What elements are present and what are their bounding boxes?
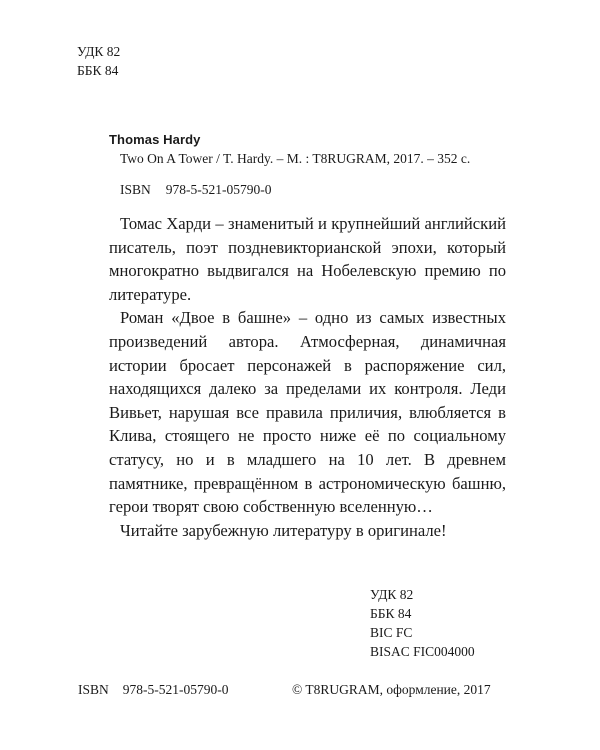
bic-code: BIC FC bbox=[370, 625, 413, 640]
isbn-label: ISBN bbox=[120, 182, 151, 197]
bbk-code-bottom: ББК 84 bbox=[370, 606, 412, 621]
annotation-paragraph-1: Томас Харди – знаменитый и крупнейший английский писатель, поэт поздневикторианской эпохи, который многократно выдвигался на Нобелевскую премию по литературе. bbox=[109, 214, 506, 304]
annotation-paragraph-3: Читайте зарубежную литературу в оригинале! bbox=[120, 520, 447, 540]
footer-isbn-label: ISBN bbox=[78, 682, 109, 697]
author-name: Thomas Hardy bbox=[109, 132, 201, 147]
isbn-top bbox=[120, 180, 272, 199]
classification-top bbox=[77, 42, 120, 80]
footer-isbn bbox=[78, 680, 229, 699]
bibliographic-record: Two On A Tower / T. Hardy. – M. : T8RUGRAM, 2017. – 352 с. bbox=[120, 151, 471, 166]
copyright-notice: © T8RUGRAM, оформление, 2017 bbox=[292, 682, 491, 697]
classification-bottom bbox=[370, 585, 475, 661]
annotation bbox=[109, 212, 506, 542]
udk-code-bottom: УДК 82 bbox=[370, 587, 414, 602]
bisac-code: BISAC FIC004000 bbox=[370, 644, 475, 659]
udk-code: УДК 82 bbox=[77, 44, 121, 59]
footer-isbn-number: 978-5-521-05790-0 bbox=[122, 682, 229, 697]
annotation-paragraph-2: Роман «Двое в башне» – одно из самых известных произведений автора. Атмосферная, динамичная истории бросает персонажей в распоряжение сил, находящихся далеко за пределами их контроля. Леди Вивьет, нарушая все правила приличия, влюбляется в Клива, стоящего не просто ниже её по социальному статусу, но и в младшего на 10 лет. В древнем памятнике, превращённом в астрономическую башню, герои творят свою собственную вселенную… bbox=[109, 308, 506, 517]
isbn-number: 978-5-521-05790-0 bbox=[165, 182, 272, 197]
bbk-code: ББК 84 bbox=[77, 63, 119, 78]
